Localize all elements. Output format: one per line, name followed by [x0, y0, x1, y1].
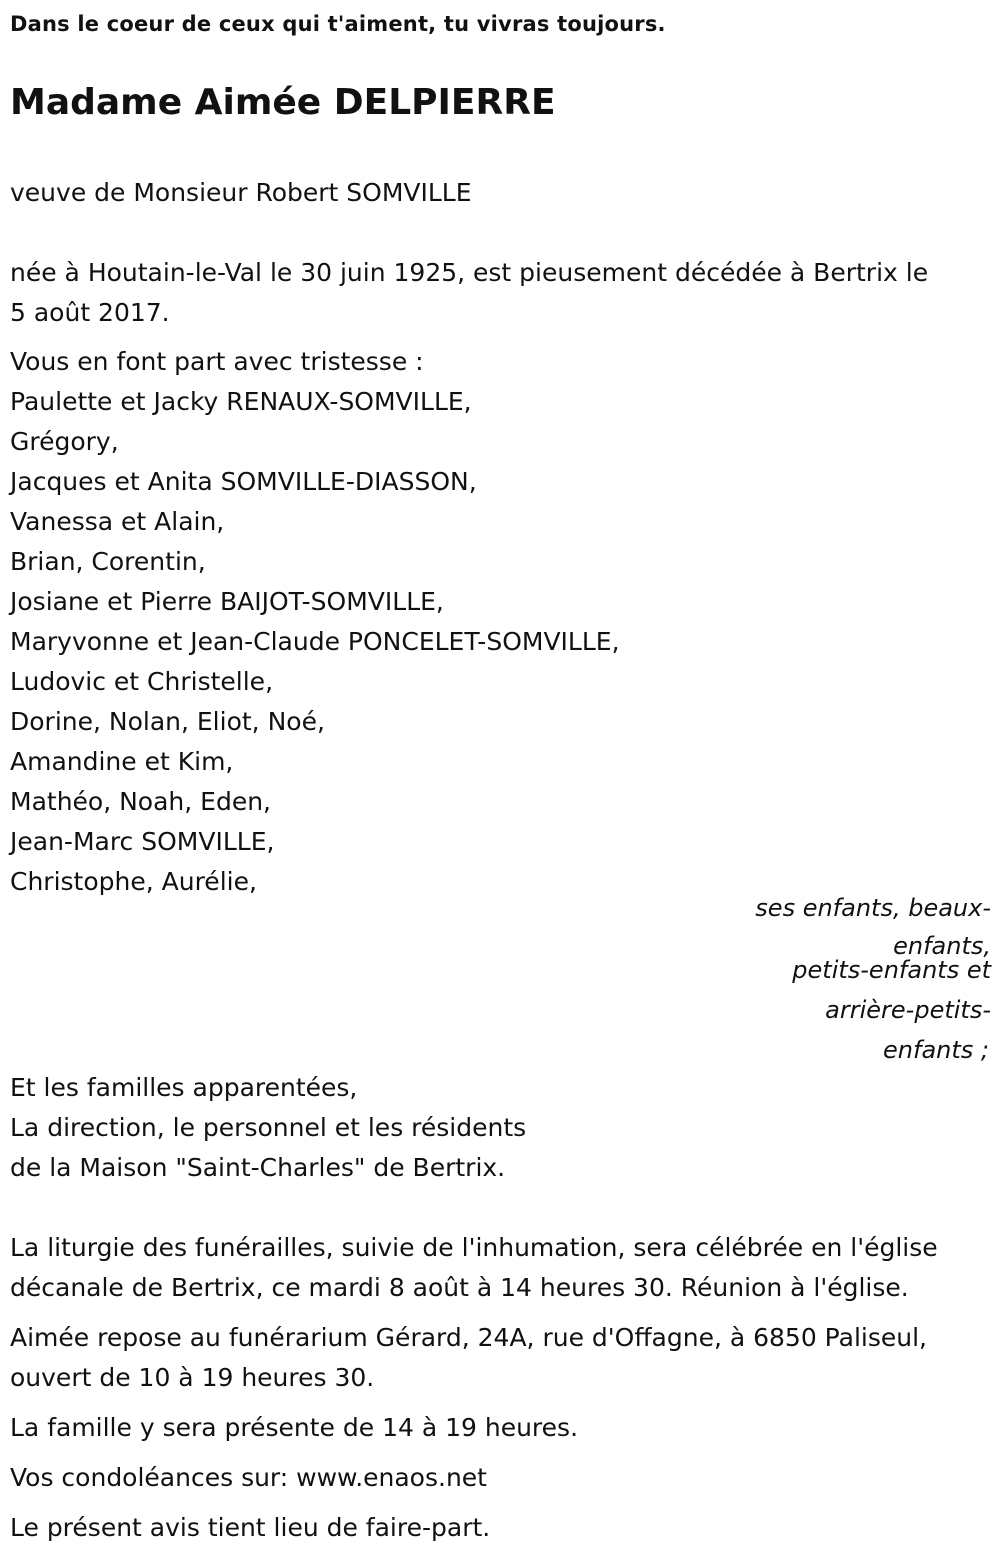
- other-family-line: de la Maison "Saint-Charles" de Bertrix.: [10, 1153, 506, 1182]
- list-item: Ludovic et Christelle,: [10, 667, 274, 696]
- relationship-note-line: enfants ;: [883, 1036, 989, 1064]
- relationship-note-line: petits-enfants et: [792, 956, 991, 984]
- birth-death-paragraph: [10, 253, 928, 333]
- list-item: Christophe, Aurélie,: [10, 867, 257, 896]
- list-item: Grégory,: [10, 427, 119, 456]
- other-family-paragraph: [10, 1068, 526, 1188]
- notice-line: Le présent avis tient lieu de faire-part.: [10, 1513, 491, 1542]
- list-item: Jean-Marc SOMVILLE,: [10, 827, 275, 856]
- funeral-paragraph: [10, 1228, 938, 1308]
- birth-death-line: née à Houtain-le-Val le 30 juin 1925, est pieusement décédée à Bertrix le: [10, 258, 929, 287]
- epigraph: Dans le coeur de ceux qui t'aiment, tu vivras toujours.: [10, 12, 666, 36]
- family-presence: La famille y sera présente de 14 à 19 heures.: [10, 1413, 579, 1442]
- other-family-line: La direction, le personnel et les résidents: [10, 1113, 527, 1142]
- widow-of-line: veuve de Monsieur Robert SOMVILLE: [10, 178, 472, 207]
- list-item: Jacques et Anita SOMVILLE-DIASSON,: [10, 467, 477, 496]
- condolences-line: Vos condoléances sur: www.enaos.net: [10, 1463, 487, 1492]
- deceased-name: Madame Aimée DELPIERRE: [10, 82, 556, 123]
- relationship-note-line: ses enfants, beaux-: [755, 894, 991, 922]
- list-item: Josiane et Pierre BAIJOT-SOMVILLE,: [10, 587, 444, 616]
- list-item: Paulette et Jacky RENAUX-SOMVILLE,: [10, 387, 472, 416]
- list-item: Mathéo, Noah, Eden,: [10, 787, 271, 816]
- resting-place-line: Aimée repose au funérarium Gérard, 24A, rue d'Offagne, à 6850 Paliseul,: [10, 1323, 927, 1352]
- announcers-list: [10, 342, 620, 902]
- list-item: Vous en font part avec tristesse :: [10, 347, 424, 376]
- relationship-note-line: enfants,: [893, 932, 991, 960]
- list-item: Vanessa et Alain,: [10, 507, 225, 536]
- list-item: Dorine, Nolan, Eliot, Noé,: [10, 707, 325, 736]
- birth-death-line: 5 août 2017.: [10, 298, 170, 327]
- list-item: Brian, Corentin,: [10, 547, 206, 576]
- resting-place-paragraph: [10, 1318, 927, 1398]
- relationship-note-line: arrière-petits-: [825, 996, 991, 1024]
- funeral-line: décanale de Bertrix, ce mardi 8 août à 14 heures 30. Réunion à l'église.: [10, 1273, 909, 1302]
- list-item: Maryvonne et Jean-Claude PONCELET-SOMVILLE,: [10, 627, 620, 656]
- funeral-line: La liturgie des funérailles, suivie de l'inhumation, sera célébrée en l'église: [10, 1233, 938, 1262]
- other-family-line: Et les familles apparentées,: [10, 1073, 358, 1102]
- list-item: Amandine et Kim,: [10, 747, 234, 776]
- resting-place-line: ouvert de 10 à 19 heures 30.: [10, 1363, 375, 1392]
